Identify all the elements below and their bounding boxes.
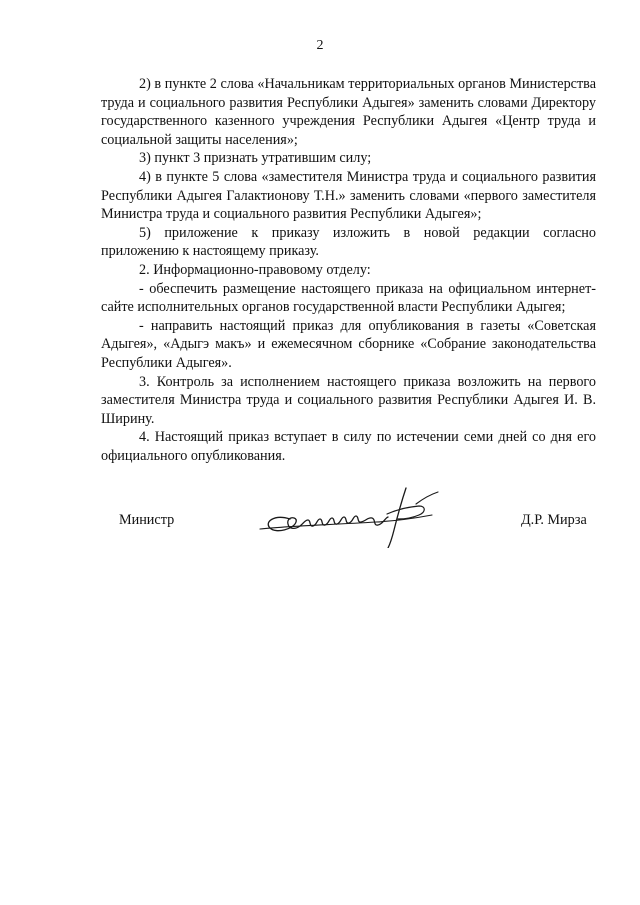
paragraph-legal-department: 2. Информационно-правовому отделу: xyxy=(139,261,371,278)
document-body xyxy=(101,75,596,465)
paragraph-publish-website: - обеспечить размещение настоящего приказа на официальном интернет-сайте исполнительных органов государственной власти Республики Адыгея; xyxy=(101,280,596,316)
signer-title: Министр xyxy=(119,512,175,528)
paragraph-item-5-appendix: 5) приложение к приказу изложить в новой редакции согласно приложению к настоящему приказу. xyxy=(101,224,596,260)
paragraph-item-2-replace-heads: 2) в пункте 2 слова «Начальникам территориальных органов Министерства труда и социального развития Республики Адыгея» заменить словами Директору государственного казенного учреждения Республики Адыгея «Центр труда и социальной защиты населения»; xyxy=(101,76,596,148)
paragraph-effective-date: 4. Настоящий приказ вступает в силу по истечении семи дней со дня его официального опубликования. xyxy=(101,429,596,464)
paragraph-item-3-invalid: 3) пункт 3 признать утратившим силу; xyxy=(139,150,372,167)
paragraph-control: 3. Контроль за исполнением настоящего приказа возложить на первого заместителя Министра труда и социального развития Республики Адыгея И. В. Ширину. xyxy=(101,373,596,427)
paragraph-item-4-replace-deputy: 4) в пункте 5 слова «заместителя Министра труда и социального развития Республики Адыгея Галактионову Т.Н.» заменить словами «первого заместителя Министра труда и социального развития Республики Адыгея»; xyxy=(101,168,596,223)
handwritten-signature xyxy=(256,482,451,548)
paragraph-publish-newspapers: - направить настоящий приказ для опубликования в газеты «Советская Адыгея», «Адыгэ макъ» и ежемесячном сборнике «Собрание законодательства Республики Адыгея». xyxy=(101,317,596,371)
page-number: 2 xyxy=(316,38,324,53)
signer-name: Д.Р. Мирза xyxy=(521,512,587,528)
signature-block xyxy=(0,482,640,552)
